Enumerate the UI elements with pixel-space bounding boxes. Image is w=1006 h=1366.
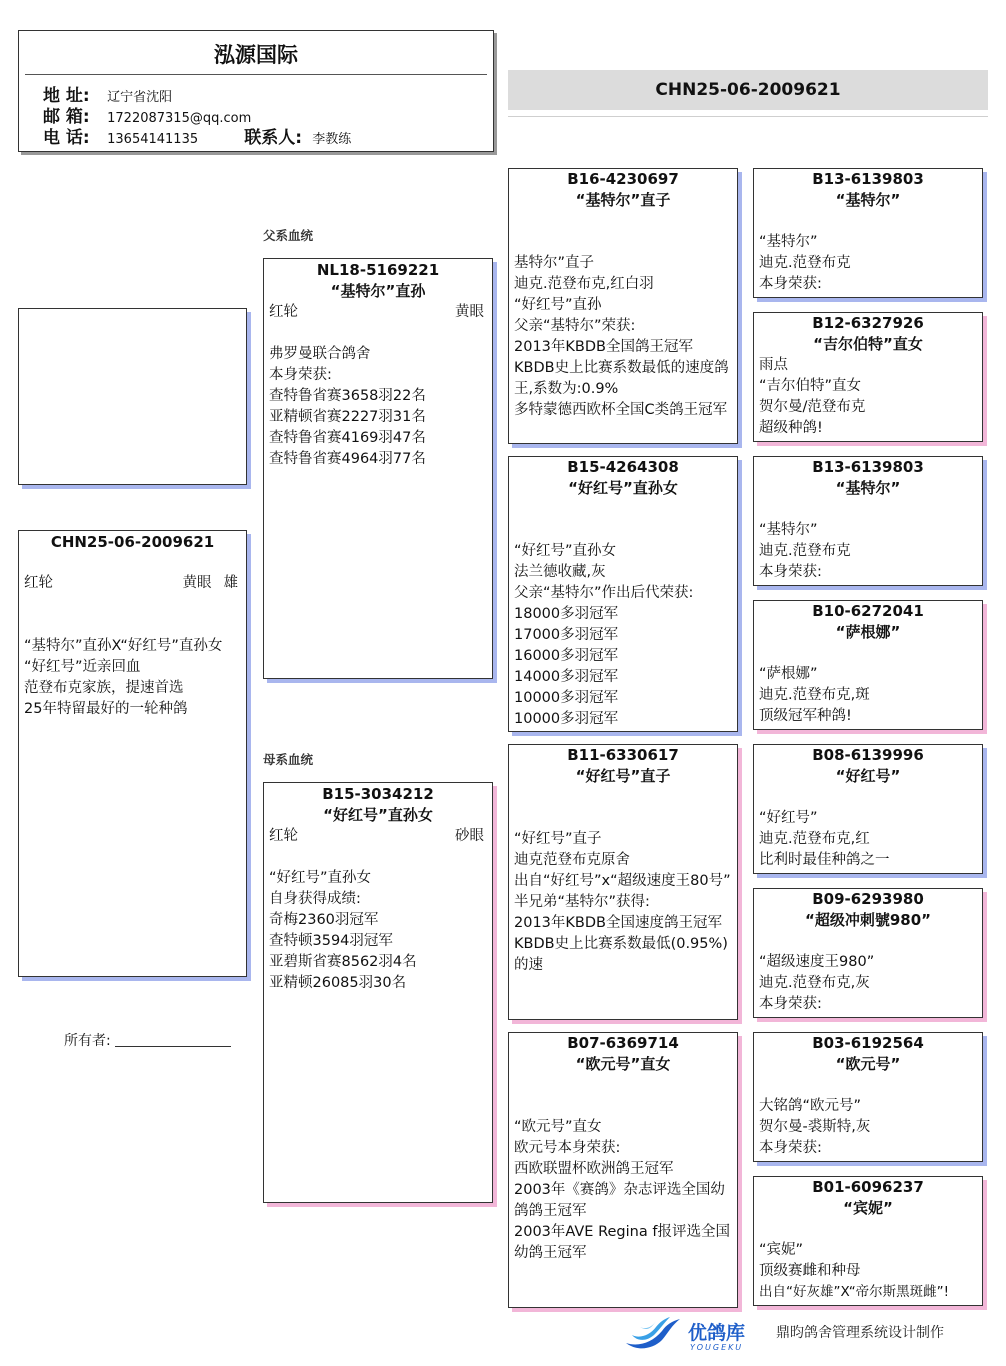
ancestor-line: 迪克.范登布克 — [759, 255, 851, 271]
ancestor-ring: B12-6327926 — [812, 314, 924, 332]
ancestor-ring: B11-6330617 — [567, 746, 679, 764]
ancestor-line: 贺尔曼-裘斯特,灰 — [759, 1119, 871, 1135]
dam-eye: 砂眼 — [455, 828, 484, 844]
ancestor-line: 18000多羽冠军 — [514, 606, 619, 622]
ancestor-line: 西欧联盟杯欧洲鸽王冠军 — [514, 1161, 674, 1177]
email-value: 1722087315@qq.com — [107, 111, 252, 126]
ancestor-line: “好红号”直孙 — [514, 297, 602, 313]
ancestor-line: 本身荣获: — [759, 1140, 822, 1156]
ancestor-line: 14000多羽冠军 — [514, 669, 619, 685]
banner-divider — [508, 116, 988, 117]
ancestor-line: 贺尔曼/范登布克 — [759, 399, 866, 415]
ancestor-ring: B16-4230697 — [567, 170, 679, 188]
subject-eye: 黄眼 — [182, 575, 212, 591]
ancestor-line: 迪克.范登布克 — [759, 543, 851, 559]
loft-info-card — [18, 30, 494, 152]
great-grandparent-card — [753, 1176, 983, 1306]
ancestor-line: “萨根娜” — [759, 666, 818, 682]
subject-ring: CHN25-06-2009621 — [50, 533, 215, 551]
sire-line: 弗罗曼联合鸽舍 — [269, 346, 371, 362]
dam-line: 查特顿3594羽冠军 — [269, 933, 393, 949]
ancestor-name: “好红号”直孙女 — [568, 479, 678, 497]
great-grandparent-card — [753, 1032, 983, 1162]
subject-note: 25年特留最好的一轮种鸽 — [24, 701, 188, 717]
subject-note: “基特尔”直孙X“好红号”直孙女 — [24, 638, 223, 654]
ancestor-line: 法兰德收藏,灰 — [514, 564, 606, 580]
ancestor-line: 比利时最佳种鸽之一 — [759, 852, 890, 868]
dam-line: 奇梅2360羽冠军 — [269, 912, 379, 928]
ancestor-line: “好红号”直子 — [514, 831, 602, 847]
ancestor-line: 多特蒙德西欧杯全国C类鸽王冠军 — [514, 402, 728, 418]
sire-ring: NL18-5169221 — [316, 261, 440, 279]
ancestor-line: 迪克.范登布克,斑 — [759, 687, 870, 703]
sire-section-label: 父系血统 — [263, 228, 314, 243]
granddam-maternal-card — [508, 1032, 738, 1308]
sire-line: 查特鲁省赛4964羽77名 — [269, 451, 426, 467]
ancestor-line: 本身荣获: — [759, 564, 822, 580]
ancestor-line: 超级种鸽! — [759, 420, 823, 436]
pigeon-photo — [18, 308, 247, 485]
ancestor-name: “欧元号”直女 — [575, 1055, 671, 1073]
phone-value: 13654141135 — [107, 132, 199, 147]
email-label: 邮 箱: — [43, 107, 90, 127]
dam-name: “好红号”直孙女 — [323, 806, 433, 824]
ancestor-line: “好红号”直孙女 — [514, 543, 617, 559]
ancestor-line: “超级速度王980” — [759, 954, 875, 970]
ancestor-line: 顶级赛雌和种母 — [759, 1263, 861, 1279]
sire-eye: 黄眼 — [455, 304, 484, 320]
sire-name: “基特尔”直孙 — [330, 282, 426, 300]
address-label: 地 址: — [43, 86, 90, 106]
sire-line: 本身荣获: — [269, 367, 332, 383]
ancestor-line: 迪克.范登布克,灰 — [759, 975, 870, 991]
ancestor-name: “超级冲刺號980” — [804, 911, 932, 929]
ancestor-line: 欧元号本身荣获: — [514, 1140, 621, 1156]
dam-line: “好红号”直孙女 — [269, 870, 372, 886]
ancestor-line: “好红号” — [759, 810, 818, 826]
dam-line: 自身获得成绩: — [269, 891, 361, 907]
sire-line: 查特鲁省赛3658羽22名 — [269, 388, 426, 404]
ancestor-line: 2003年AVE Regina f报评选全国幼鸽王冠军 — [514, 1224, 730, 1261]
ancestor-line: 16000多羽冠军 — [514, 648, 619, 664]
ancestor-line: KBDB史上比赛系数最低的速度鸽王,系数为:0.9% — [514, 360, 729, 397]
ancestor-line: “基特尔” — [759, 522, 818, 538]
phone-row — [43, 129, 351, 149]
ancestor-name: “宾妮” — [843, 1199, 893, 1217]
subject-note: “好红号”近亲回血 — [24, 659, 141, 675]
brand-subtitle: YOUGEKU — [690, 1343, 744, 1352]
dam-section-label: 母系血统 — [263, 752, 314, 767]
ancestor-name: “基特尔”直子 — [575, 191, 671, 209]
ancestor-line: 父亲“基特尔”作出后代荣获: — [514, 585, 694, 601]
ancestor-line: “欧元号”直女 — [514, 1119, 602, 1135]
contact-value: 李教练 — [312, 132, 352, 147]
ancestor-ring: B13-6139803 — [812, 458, 924, 476]
ancestor-ring: B09-6293980 — [812, 890, 924, 908]
email-row — [43, 108, 251, 128]
ring-banner: CHN25-06-2009621 — [508, 70, 988, 110]
brand-logo-icon — [622, 1313, 684, 1353]
ancestor-line: 10000多羽冠军 — [514, 711, 619, 727]
ancestor-line: 雨点 — [759, 357, 788, 373]
ancestor-line: 2003年《赛鸽》杂志评选全国幼鸽鸽王冠军 — [514, 1182, 725, 1219]
subject-card — [18, 530, 247, 977]
subject-attributes — [19, 573, 246, 594]
ancestor-name: “萨根娜” — [835, 623, 901, 641]
brand-name: 优鸽库 — [688, 1322, 746, 1344]
contact-label: 联系人: — [244, 128, 303, 148]
owner-field — [64, 1030, 231, 1050]
ancestor-line: 半兄弟“基特尔”获得: — [514, 894, 650, 910]
ancestor-name: “欧元号” — [835, 1055, 901, 1073]
sire-line: 查特鲁省赛4169羽47名 — [269, 430, 426, 446]
dam-line: 亚精顿26085羽30名 — [269, 975, 407, 991]
owner-label: 所有者: — [64, 1033, 111, 1049]
great-grandparent-card — [753, 600, 983, 730]
ancestor-line: 迪克.范登布克,红白羽 — [514, 276, 654, 292]
ancestor-ring: B08-6139996 — [812, 746, 924, 764]
ancestor-line: 2013年KBDB全国速度鸽王冠军 — [514, 915, 722, 931]
great-grandparent-card — [753, 888, 983, 1018]
sire-attributes — [264, 302, 492, 323]
ancestor-line: 2013年KBDB全国鸽王冠军 — [514, 339, 693, 355]
ancestor-line: “吉尔伯特”直女 — [759, 378, 862, 394]
granddam-paternal-card — [508, 456, 738, 732]
address-row — [43, 87, 172, 107]
ancestor-line: “基特尔” — [759, 234, 818, 250]
owner-blank[interactable] — [115, 1035, 231, 1047]
ancestor-line: “宾妮” — [759, 1242, 804, 1258]
ancestor-line: 基特尔”直子 — [514, 255, 595, 271]
great-grandparent-card — [753, 312, 983, 442]
ancestor-name: “吉尔伯特”直女 — [813, 335, 923, 353]
header-divider — [25, 74, 487, 75]
dam-ring: B15-3034212 — [322, 785, 434, 803]
ancestor-name: “基特尔” — [835, 479, 901, 497]
ancestor-line: 迪克.范登布克,红 — [759, 831, 870, 847]
ancestor-line: 10000多羽冠军 — [514, 690, 619, 706]
dam-attributes — [264, 826, 492, 847]
ancestor-line: KBDB史上比赛系数最低(0.95%)的速 — [514, 936, 728, 973]
ancestor-line: 本身荣获: — [759, 996, 822, 1012]
ancestor-ring: B01-6096237 — [812, 1178, 924, 1196]
great-grandparent-card — [753, 168, 983, 298]
ancestor-line: 大铭鸽“欧元号” — [759, 1098, 862, 1114]
ancestor-line: 出自“好红号”x“超级速度王80号” — [514, 873, 731, 889]
address-value: 辽宁省沈阳 — [107, 90, 173, 105]
great-grandparent-card — [753, 744, 983, 874]
loft-name: 泓源国际 — [214, 43, 298, 67]
subject-note: 范登布克家族，提速首选 — [24, 680, 184, 696]
ancestor-line: 迪克范登布克原舍 — [514, 852, 630, 868]
ancestor-ring: B10-6272041 — [812, 602, 924, 620]
grandsire-maternal-card — [508, 744, 738, 1020]
dam-card — [263, 782, 493, 1203]
sire-color: 红轮 — [269, 304, 298, 320]
ancestor-ring: B13-6139803 — [812, 170, 924, 188]
ancestor-name: “好红号” — [835, 767, 901, 785]
ancestor-name: “基特尔” — [835, 191, 901, 209]
ancestor-ring: B15-4264308 — [567, 458, 679, 476]
ancestor-line: 父亲“基特尔”荣获: — [514, 318, 636, 334]
dam-color: 红轮 — [269, 828, 298, 844]
ancestor-ring: B07-6369714 — [567, 1034, 679, 1052]
ancestor-name: “好红号”直子 — [575, 767, 671, 785]
phone-label: 电 话: — [43, 128, 90, 148]
sire-card — [263, 258, 493, 679]
ancestor-line: 出自“好灰雄”X“帝尔斯黑斑雌”! — [759, 1284, 950, 1300]
ancestor-line: 17000多羽冠军 — [514, 627, 619, 643]
ancestor-ring: B03-6192564 — [812, 1034, 924, 1052]
subject-color: 红轮 — [24, 575, 53, 591]
great-grandparent-card — [753, 456, 983, 586]
dam-line: 亚碧斯省赛8562羽4名 — [269, 954, 417, 970]
sire-line: 亚精顿省赛2227羽31名 — [269, 409, 426, 425]
ancestor-line: 本身荣获: — [759, 276, 822, 292]
ancestor-line: 顶级冠军种鸽! — [759, 708, 852, 724]
grandsire-paternal-card — [508, 168, 738, 444]
footer-credit: 鼎昀鸽舍管理系统设计制作 — [776, 1325, 944, 1341]
subject-sex: 雄 — [223, 575, 238, 591]
